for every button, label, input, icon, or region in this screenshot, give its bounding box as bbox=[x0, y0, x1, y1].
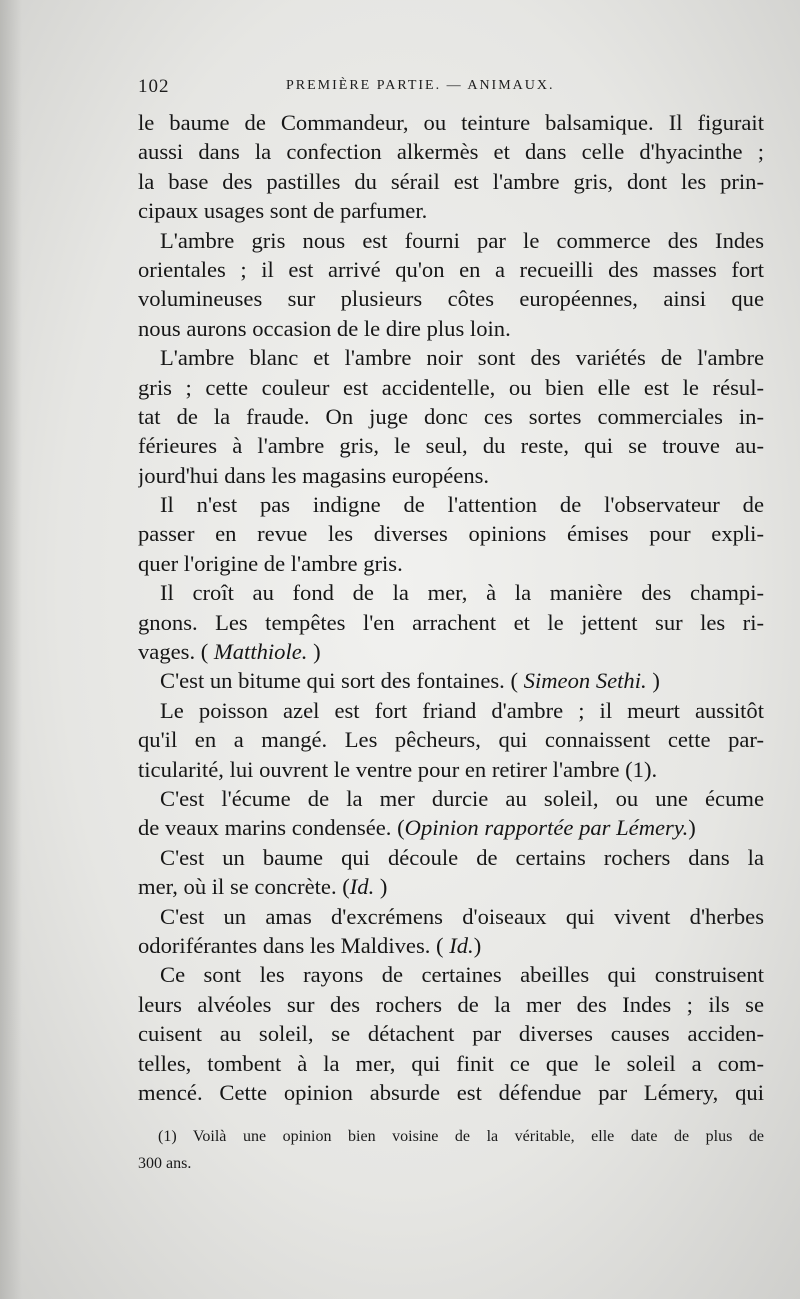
text-line bbox=[138, 637, 764, 666]
paragraph-first-line bbox=[138, 666, 764, 695]
text-line: volumineuses sur plusieurs côtes européennes, ainsi que bbox=[138, 286, 764, 312]
paragraph-first-line: L'ambre gris nous est fourni par le commerce des Indes bbox=[160, 227, 764, 253]
footnote bbox=[138, 1123, 764, 1177]
text-line: ticularité, lui ouvrent le ventre pour en retirer l'ambre (1). bbox=[138, 756, 658, 782]
text-line: passer en revue les diverses opinions émises pour expli- bbox=[138, 521, 764, 547]
text-line: cuisent au soleil, se détachent par diverses causes acciden- bbox=[138, 1021, 764, 1047]
header-title: PREMIÈRE PARTIE. — ANIMAUX. bbox=[286, 78, 555, 93]
text-line: leurs alvéoles sur des rochers de la mer des Indes ; ils se bbox=[138, 991, 764, 1017]
citation: Id. bbox=[349, 874, 375, 900]
citation: Id. bbox=[449, 932, 474, 958]
paragraph-first-line: Il n'est pas indigne de l'attention de l'observateur de bbox=[160, 492, 764, 518]
text-line: quer l'origine de l'ambre gris. bbox=[138, 550, 403, 576]
paragraph-first-line: L'ambre blanc et l'ambre noir sont des variétés de l'ambre bbox=[160, 345, 764, 371]
text-line: cipaux usages sont de parfumer. bbox=[138, 198, 428, 224]
text-line: jourd'hui dans les magasins européens. bbox=[138, 462, 490, 488]
text-line: nous aurons occasion de le dire plus loin. bbox=[138, 315, 511, 341]
text-line bbox=[138, 872, 764, 901]
text-line: le baume de Commandeur, ou teinture balsamique. Il figurait bbox=[138, 110, 764, 135]
text-fragment: ) bbox=[688, 815, 696, 841]
paragraph-first-line: Le poisson azel est fort friand d'ambre ; il meurt aussitôt bbox=[160, 697, 764, 723]
text-line bbox=[138, 931, 764, 960]
citation: Simeon Sethi. bbox=[523, 668, 647, 694]
text-fragment: mer, où il se concrète. ( bbox=[138, 874, 350, 900]
text-fragment: ) bbox=[652, 668, 660, 694]
text-line: mencé. Cette opinion absurde est défendue par Lémery, qui bbox=[138, 1079, 764, 1105]
text-line: gnons. Les tempêtes l'en arrachent et le jettent sur les ri- bbox=[138, 609, 764, 635]
text-fragment: C'est un bitume qui sort des fontaines. ( bbox=[160, 668, 518, 694]
citation: Opinion rapportée par Lémery. bbox=[404, 815, 689, 841]
page-number: 102 bbox=[138, 76, 170, 97]
text-fragment: odoriférantes dans les Maldives. ( bbox=[138, 932, 444, 958]
text-fragment: ) bbox=[313, 639, 321, 665]
page-edge-shadow bbox=[0, 0, 22, 1299]
paragraph-first-line: C'est un amas d'excrémens d'oiseaux qui vivent d'herbes bbox=[160, 903, 764, 929]
body-text bbox=[138, 108, 764, 1107]
text-line: aussi dans la confection alkermès et dans celle d'hyacinthe ; bbox=[138, 139, 764, 165]
paragraph-first-line: Il croît au fond de la mer, à la manière des champi- bbox=[160, 580, 764, 606]
text-line: telles, tombent à la mer, qui finit ce que le soleil a com- bbox=[138, 1050, 764, 1076]
text-fragment: vages. ( bbox=[138, 639, 209, 665]
paragraph-first-line: Ce sont les rayons de certaines abeilles qui construisent bbox=[160, 962, 764, 988]
text-line: qu'il en a mangé. Les pêcheurs, qui connaissent cette par- bbox=[138, 727, 764, 753]
text-fragment: ) bbox=[473, 932, 482, 958]
text-fragment: ) bbox=[379, 874, 388, 900]
running-head bbox=[138, 76, 763, 100]
text-line: tat de la fraude. On juge donc ces sortes commerciales in- bbox=[138, 403, 764, 429]
paragraph-first-line: C'est un baume qui découle de certains rochers dans la bbox=[160, 844, 764, 870]
footnote-line: (1) Voilà une opinion bien voisine de la véritable, elle date de plus de bbox=[158, 1128, 764, 1145]
text-line: férieures à l'ambre gris, le seul, du reste, qui se trouve au- bbox=[138, 433, 764, 459]
text-line: la base des pastilles du sérail est l'ambre gris, dont les prin- bbox=[138, 168, 764, 194]
footnote-line: 300 ans. bbox=[138, 1155, 192, 1172]
paragraph-first-line: C'est l'écume de la mer durcie au soleil, ou une écume bbox=[160, 785, 764, 811]
text-line: orientales ; il est arrivé qu'on en a recueilli des masses fort bbox=[138, 256, 764, 282]
text-line bbox=[138, 813, 764, 842]
citation: Matthiole. bbox=[213, 639, 308, 665]
text-fragment: de veaux marins condensée. ( bbox=[138, 815, 405, 841]
text-line: gris ; cette couleur est accidentelle, ou bien elle est le résul- bbox=[138, 374, 764, 400]
